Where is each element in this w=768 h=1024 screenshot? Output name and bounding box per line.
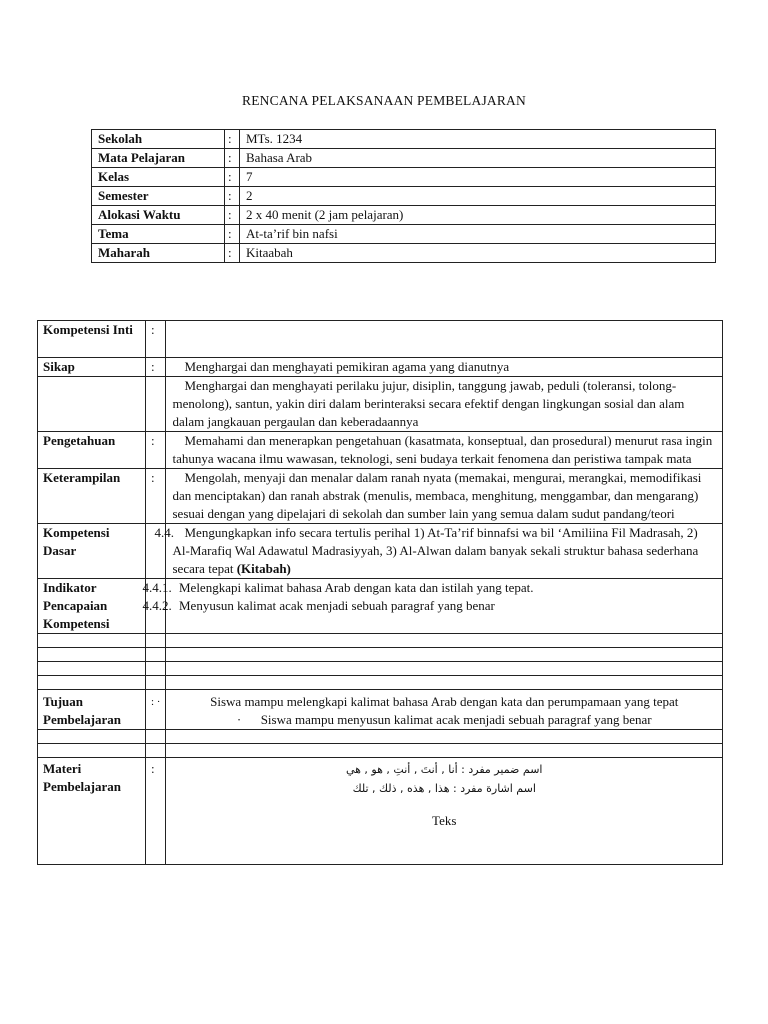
materi-label: Materi Pembelajaran [38, 758, 146, 865]
identity-separator: : [225, 244, 240, 263]
empty-row [38, 662, 723, 676]
identity-separator: : [225, 225, 240, 244]
indikator-text: Menyusun kalimat acak menjadi sebuah paragraf yang benar [178, 598, 495, 613]
sikap-text: Menghargai dan menghayati pemikiran agama yang dianutnya [166, 358, 723, 377]
empty-cell [166, 744, 723, 758]
identity-value: Kitaabah [240, 244, 716, 263]
identity-separator: : [225, 168, 240, 187]
empty-cell [166, 730, 723, 744]
indikator-label: Indikator Pencapaian Kompetensi [38, 579, 146, 634]
empty-cell [38, 634, 146, 648]
identity-row [92, 149, 716, 168]
kd-body: Mengungkapkan info secara tertulis perihal 1) At-Ta’rif binnafsi wa bil ‘Amiliina Fil Madrasah, 2) Al-Marafiq Wal Adawatul Madrasiyyah, 3) Al-Alwan dalam banyak sekali struktur bahasa sederhana secara tepat [172, 525, 699, 576]
document-title: RENCANA PELAKSANAAN PEMBELAJARAN [242, 93, 526, 108]
identity-label: Kelas [92, 168, 225, 187]
separator: : [146, 358, 166, 377]
row-keterampilan [38, 469, 723, 524]
empty-cell [38, 676, 146, 690]
identity-value: 2 [240, 187, 716, 206]
kd-bold: (Kitabah) [236, 561, 291, 576]
identity-value: Bahasa Arab [240, 149, 716, 168]
sikap-sosial-text: Menghargai dan menghayati perilaku jujur, disiplin, tanggung jawab, peduli (toleransi, tolong-menolong), santun, yakin diri dalam berinteraksi secara efektif dengan lingkungan sosial dan alam dalam jangkauan pergaulan dan keberadaannya [166, 377, 723, 432]
kompetensi-inti-label: Kompetensi Inti [38, 321, 146, 358]
separator: : [146, 758, 166, 865]
kompetensi-dasar-label: Kompetensi Dasar [38, 524, 146, 579]
empty-row [38, 676, 723, 690]
identity-row [92, 225, 716, 244]
indikator-item [142, 579, 716, 597]
empty-cell [38, 744, 146, 758]
kompetensi-dasar-text [154, 524, 723, 579]
kd-number: 4.4. [154, 525, 174, 540]
identity-value: MTs. 1234 [240, 130, 716, 149]
identity-value: 2 x 40 menit (2 jam pelajaran) [240, 206, 716, 225]
materi-teks: Teks [432, 813, 457, 828]
empty-label [38, 377, 146, 432]
identity-row [92, 130, 716, 149]
empty-row [38, 634, 723, 648]
empty-cell [146, 634, 166, 648]
row-kompetensi-inti [38, 321, 723, 358]
tujuan-item: Siswa mampu melengkapi kalimat bahasa Arab dengan kata dan perumpamaan yang tepat [210, 694, 679, 709]
identity-separator: : [225, 206, 240, 225]
identity-row [92, 244, 716, 263]
indikator-number: 4.4.1. [142, 580, 172, 595]
identity-label: Semester [92, 187, 225, 206]
empty-separator [146, 377, 166, 432]
tujuan-item-text: Siswa mampu menyusun kalimat acak menjadi sebuah paragraf yang benar [260, 712, 652, 727]
bullet-icon: · [236, 712, 242, 727]
identity-separator: : [225, 149, 240, 168]
pengetahuan-label: Pengetahuan [38, 432, 146, 469]
sikap-label: Sikap [38, 358, 146, 377]
identity-separator: : [225, 130, 240, 149]
keterampilan-text: Mengolah, menyaji dan menalar dalam ranah nyata (memakai, mengurai, merangkai, memodifikasi dan menciptakan) dan ranah abstrak (menulis, membaca, menghitung, menggambar, dan mengarang) sesuai dengan yang dipelajari di sekolah dan sumber lain yang semua dalam sudut pandang/teori [166, 469, 723, 524]
empty-row [38, 744, 723, 758]
empty-cell [166, 676, 723, 690]
materi-arabic-line: اسم اشارة مفرد : هذا , هذه , ذلك , تلك [352, 782, 536, 795]
row-tujuan [38, 690, 723, 730]
indikator-item [142, 597, 716, 615]
pengetahuan-text: Memahami dan menerapkan pengetahuan (kasatmata, konseptual, dan prosedural) menurut rasa ingin tahunya wacana ilmu wawasan, teknologi, seni budaya terkait fenomena dan peristiwa tampak mata [166, 432, 723, 469]
indikator-list [142, 579, 723, 634]
row-kompetensi-dasar [38, 524, 723, 579]
empty-cell [38, 662, 146, 676]
identity-row [92, 206, 716, 225]
tujuan-list [166, 690, 723, 730]
identity-separator: : [225, 187, 240, 206]
identity-label: Maharah [92, 244, 225, 263]
identity-value: 7 [240, 168, 716, 187]
identity-label: Alokasi Waktu [92, 206, 225, 225]
empty-cell [146, 648, 166, 662]
empty-cell [166, 662, 723, 676]
identity-label: Tema [92, 225, 225, 244]
tujuan-separator: : · [146, 690, 166, 730]
empty-row [38, 730, 723, 744]
indikator-number: 4.4.2. [142, 598, 172, 613]
identity-label: Sekolah [92, 130, 225, 149]
identity-row [92, 187, 716, 206]
empty-cell [38, 648, 146, 662]
empty-cell [146, 744, 166, 758]
competency-table [37, 320, 723, 865]
row-pengetahuan [38, 432, 723, 469]
separator: : [146, 432, 166, 469]
empty-cell [166, 648, 723, 662]
materi-arabic-line: اسم ضمير مفرد : أنا , أنتَ , أنتِ , هو , هي [345, 763, 543, 776]
materi-content [166, 758, 723, 865]
identity-table [91, 129, 716, 263]
row-sikap-sosial [38, 377, 723, 432]
row-sikap [38, 358, 723, 377]
tujuan-label: Tujuan Pembelajaran [38, 690, 146, 730]
keterampilan-label: Keterampilan [38, 469, 146, 524]
row-indikator [38, 579, 723, 634]
empty-cell [38, 730, 146, 744]
separator: : [146, 469, 166, 524]
tujuan-item [172, 711, 716, 729]
row-materi [38, 758, 723, 865]
identity-row [92, 168, 716, 187]
empty-cell [146, 730, 166, 744]
kompetensi-inti-value [166, 321, 723, 358]
indikator-text: Melengkapi kalimat bahasa Arab dengan kata dan istilah yang tepat. [178, 580, 534, 595]
separator: : [146, 321, 166, 358]
identity-label: Mata Pelajaran [92, 149, 225, 168]
empty-cell [166, 634, 723, 648]
empty-cell [146, 676, 166, 690]
identity-value: At-ta’rif bin nafsi [240, 225, 716, 244]
empty-cell [146, 662, 166, 676]
empty-row [38, 648, 723, 662]
